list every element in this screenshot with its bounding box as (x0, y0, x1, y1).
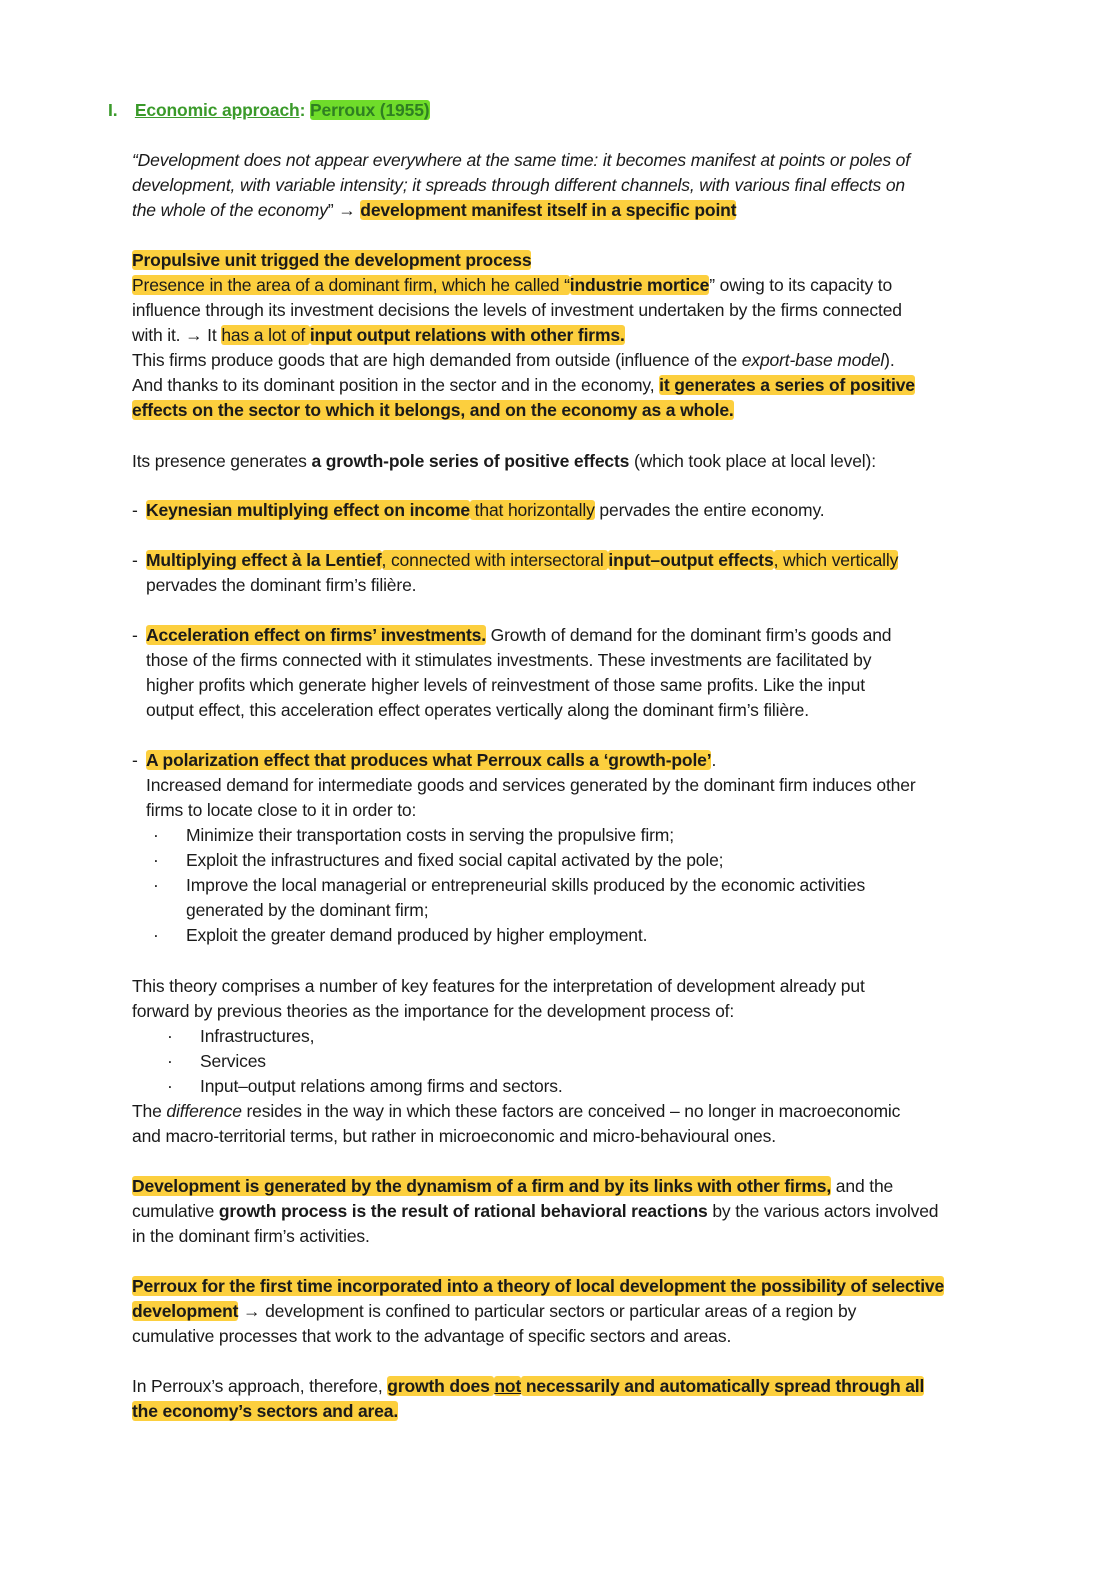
reason-bullet-1: · (153, 825, 159, 845)
propulsive-line-6: effects on the sector to which it belongs, and on the economy as a whole. (132, 400, 734, 420)
effect-polarization-line-1: A polarization effect that produces what Perroux calls a ‘growth-pole’. (146, 750, 717, 770)
effect-keynesian: Keynesian multiplying effect on income that horizontally pervades the entire economy. (146, 500, 825, 520)
effect-acceleration-line-1: Acceleration effect on firms’ investments. Growth of demand for the dominant firm’s goods and (146, 625, 892, 645)
conclusion-line-1: In Perroux’s approach, therefore, growth does not necessarily and automatically spread through all (132, 1376, 925, 1396)
effect-polarization-line-3: firms to locate close to it in order to: (146, 800, 417, 820)
effect-acceleration-line-4: output effect, this acceleration effect operates vertically along the dominant firm’s filière. (146, 700, 809, 720)
propulsive-line-4: This firms produce goods that are high demanded from outside (influence of the export-base model). (132, 350, 895, 370)
reason-3-line-1: Improve the local managerial or entrepreneurial skills produced by the economic activities (186, 875, 866, 895)
quote-line-3: the whole of the economy” → development manifest itself in a specific point (132, 200, 737, 220)
theory-difference-line-2: and macro-territorial terms, but rather in microeconomic and micro-behavioural ones. (132, 1126, 776, 1146)
reason-2: Exploit the infrastructures and fixed social capital activated by the pole; (186, 850, 724, 870)
theory-line-1: This theory comprises a number of key features for the interpretation of development already put (132, 976, 865, 996)
effect-polarization-line-2: Increased demand for intermediate goods and services generated by the dominant firm induces other (146, 775, 916, 795)
theory-difference-line-1: The difference resides in the way in which these factors are conceived – no longer in macroeconomic (132, 1101, 901, 1121)
reason-3-line-2: generated by the dominant firm; (186, 900, 429, 920)
propulsive-line-1: Presence in the area of a dominant firm, which he called “industrie mortice” owing to its capacity to (132, 275, 893, 295)
heading-colon: : (299, 100, 306, 120)
dynamism-line-3: in the dominant firm’s activities. (132, 1226, 370, 1246)
theory-item-2: Services (200, 1051, 266, 1071)
reason-1: Minimize their transportation costs in serving the propulsive firm; (186, 825, 674, 845)
selective-line-2: development → development is confined to particular sectors or particular areas of a region by (132, 1301, 857, 1321)
propulsive-line-5: And thanks to its dominant position in the sector and in the economy, it generates a series of positive (132, 375, 915, 395)
selective-line-1: Perroux for the first time incorporated into a theory of local development the possibility of selective (132, 1276, 945, 1296)
propulsive-line-2: influence through its investment decisions the levels of investment undertaken by the firms connected (132, 300, 902, 320)
quote-highlight: development manifest itself in a specific point (360, 200, 737, 220)
propulsive-line-3: with it. → It has a lot of input output relations with other firms. (132, 325, 625, 345)
effect-acceleration-line-2: those of the firms connected with it stimulates investments. These investments are facilitated by (146, 650, 872, 670)
theory-item-1: Infrastructures, (200, 1026, 315, 1046)
dash-acceleration: - (132, 625, 138, 645)
presence-line: Its presence generates a growth-pole series of positive effects (which took place at local level): (132, 451, 876, 471)
effect-lentief-line-2: pervades the dominant firm’s filière. (146, 575, 417, 595)
theory-line-2: forward by previous theories as the importance for the development process of: (132, 1001, 735, 1021)
dash-polarization: - (132, 750, 138, 770)
dynamism-line-1: Development is generated by the dynamism of a firm and by its links with other firms, and the (132, 1176, 894, 1196)
theory-bullet-1: · (167, 1026, 173, 1046)
theory-bullet-3: · (167, 1076, 173, 1096)
quote-line-2: development, with variable intensity; it spreads through different channels, with various final effects on (132, 175, 906, 195)
theory-bullet-2: · (167, 1051, 173, 1071)
heading-label: Economic approach (134, 100, 300, 120)
reason-bullet-3: · (153, 875, 159, 895)
quote-line-1: “Development does not appear everywhere at the same time: it becomes manifest at points or poles of (132, 150, 910, 170)
section-heading (108, 99, 430, 121)
heading-reference: Perroux (1955) (310, 100, 430, 120)
effect-lentief-line-1: Multiplying effect à la Lentief, connected with intersectoral input–output effects, which vertically (146, 550, 899, 570)
theory-item-3: Input–output relations among firms and sectors. (200, 1076, 563, 1096)
dynamism-line-2: cumulative growth process is the result of rational behavioral reactions by the various actors involved (132, 1201, 939, 1221)
propulsive-title: Propulsive unit trigged the development process (132, 250, 532, 270)
conclusion-line-2: the economy’s sectors and area. (132, 1401, 399, 1421)
heading-number: I. (108, 100, 118, 120)
reason-bullet-4: · (153, 925, 159, 945)
reason-bullet-2: · (153, 850, 159, 870)
effect-acceleration-line-3: higher profits which generate higher levels of reinvestment of those same profits. Like the input (146, 675, 865, 695)
dash-lentief: - (132, 550, 138, 570)
reason-4: Exploit the greater demand produced by higher employment. (186, 925, 648, 945)
selective-line-3: cumulative processes that work to the advantage of specific sectors and areas. (132, 1326, 732, 1346)
dash-keynes: - (132, 500, 138, 520)
